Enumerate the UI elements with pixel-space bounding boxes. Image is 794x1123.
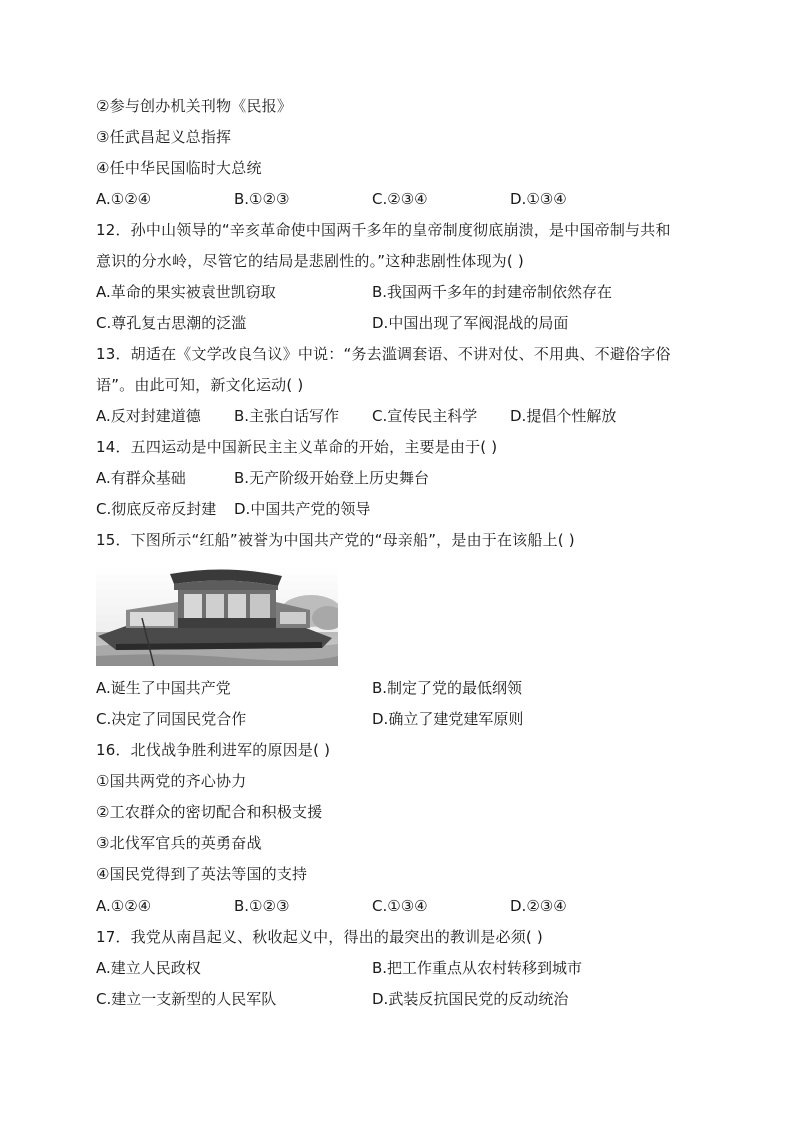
q15-stem: 15．下图所示“红船”被誉为中国共产党的“母亲船”，是由于在该船上( ) <box>96 531 575 549</box>
q17-option-c: C.建立一支新型的人民军队 <box>96 990 277 1008</box>
q14-option-d: D.中国共产党的领导 <box>234 500 371 518</box>
q14-option-a: A.有群众基础 <box>96 469 186 487</box>
q16-option-a: A.①②④ <box>96 897 152 915</box>
q11-item-2: ②参与创办机关刊物《民报》 <box>96 97 293 115</box>
q12-option-a: A.革命的果实被袁世凯窃取 <box>96 283 276 301</box>
q16-item-1: ①国共两党的齐心协力 <box>96 772 247 790</box>
q12-stem-line2: 意识的分水岭，尽管它的结局是悲剧性的。”这种悲剧性体现为( ) <box>96 252 524 270</box>
q16-item-4: ④国民党得到了英法等国的支持 <box>96 865 308 883</box>
q12-option-d: D.中国出现了军阀混战的局面 <box>372 314 569 332</box>
red-boat-photo <box>96 566 338 666</box>
q15-option-c: C.决定了同国民党合作 <box>96 710 247 728</box>
q13-option-c: C.宣传民主科学 <box>372 407 478 425</box>
q11-option-a: A.①②④ <box>96 190 152 208</box>
q17-option-a: A.建立人民政权 <box>96 959 201 977</box>
q16-option-b: B.①②③ <box>234 897 290 915</box>
q16-option-d: D.②③④ <box>510 897 567 915</box>
q12-option-b: B.我国两千多年的封建帝制依然存在 <box>372 283 613 301</box>
q16-option-c: C.①③④ <box>372 897 428 915</box>
q13-stem-line2: 语”。由此可知，新文化运动( ) <box>96 376 304 394</box>
q11-option-d: D.①③④ <box>510 190 567 208</box>
q15-option-d: D.确立了建党建军原则 <box>372 710 524 728</box>
q14-option-b: B.无产阶级开始登上历史舞台 <box>234 469 430 487</box>
q17-stem: 17．我党从南昌起义、秋收起义中，得出的最突出的教训是必须( ) <box>96 928 543 946</box>
q13-stem-line1: 13．胡适在《文学改良刍议》中说：“务去滥调套语、不讲对仗、不用典、不避俗字俗 <box>96 345 671 363</box>
q13-option-a: A.反对封建道德 <box>96 407 201 425</box>
q14-option-c: C.彻底反帝反封建 <box>96 500 217 518</box>
q11-option-c: C.②③④ <box>372 190 428 208</box>
q15-option-a: A.诞生了中国共产党 <box>96 679 231 697</box>
q16-item-2: ②工农群众的密切配合和积极支援 <box>96 803 323 821</box>
q14-stem: 14．五四运动是中国新民主主义革命的开始，主要是由于( ) <box>96 438 498 456</box>
q15-option-b: B.制定了党的最低纲领 <box>372 679 523 697</box>
q16-item-3: ③北伐军官兵的英勇奋战 <box>96 834 262 852</box>
q11-item-4: ④任中华民国临时大总统 <box>96 159 262 177</box>
q11-item-3: ③任武昌起义总指挥 <box>96 128 232 146</box>
q17-option-d: D.武装反抗国民党的反动统治 <box>372 990 569 1008</box>
q12-stem-line1: 12．孙中山领导的“辛亥革命使中国两千多年的皇帝制度彻底崩溃，是中国帝制与共和 <box>96 221 671 239</box>
q13-option-b: B.主张白话写作 <box>234 407 340 425</box>
q12-option-c: C.尊孔复古思潮的泛滥 <box>96 314 247 332</box>
q16-stem: 16．北伐战争胜利进军的原因是( ) <box>96 741 331 759</box>
q13-option-d: D.提倡个性解放 <box>510 407 617 425</box>
q11-option-b: B.①②③ <box>234 190 290 208</box>
q17-option-b: B.把工作重点从农村转移到城市 <box>372 959 583 977</box>
